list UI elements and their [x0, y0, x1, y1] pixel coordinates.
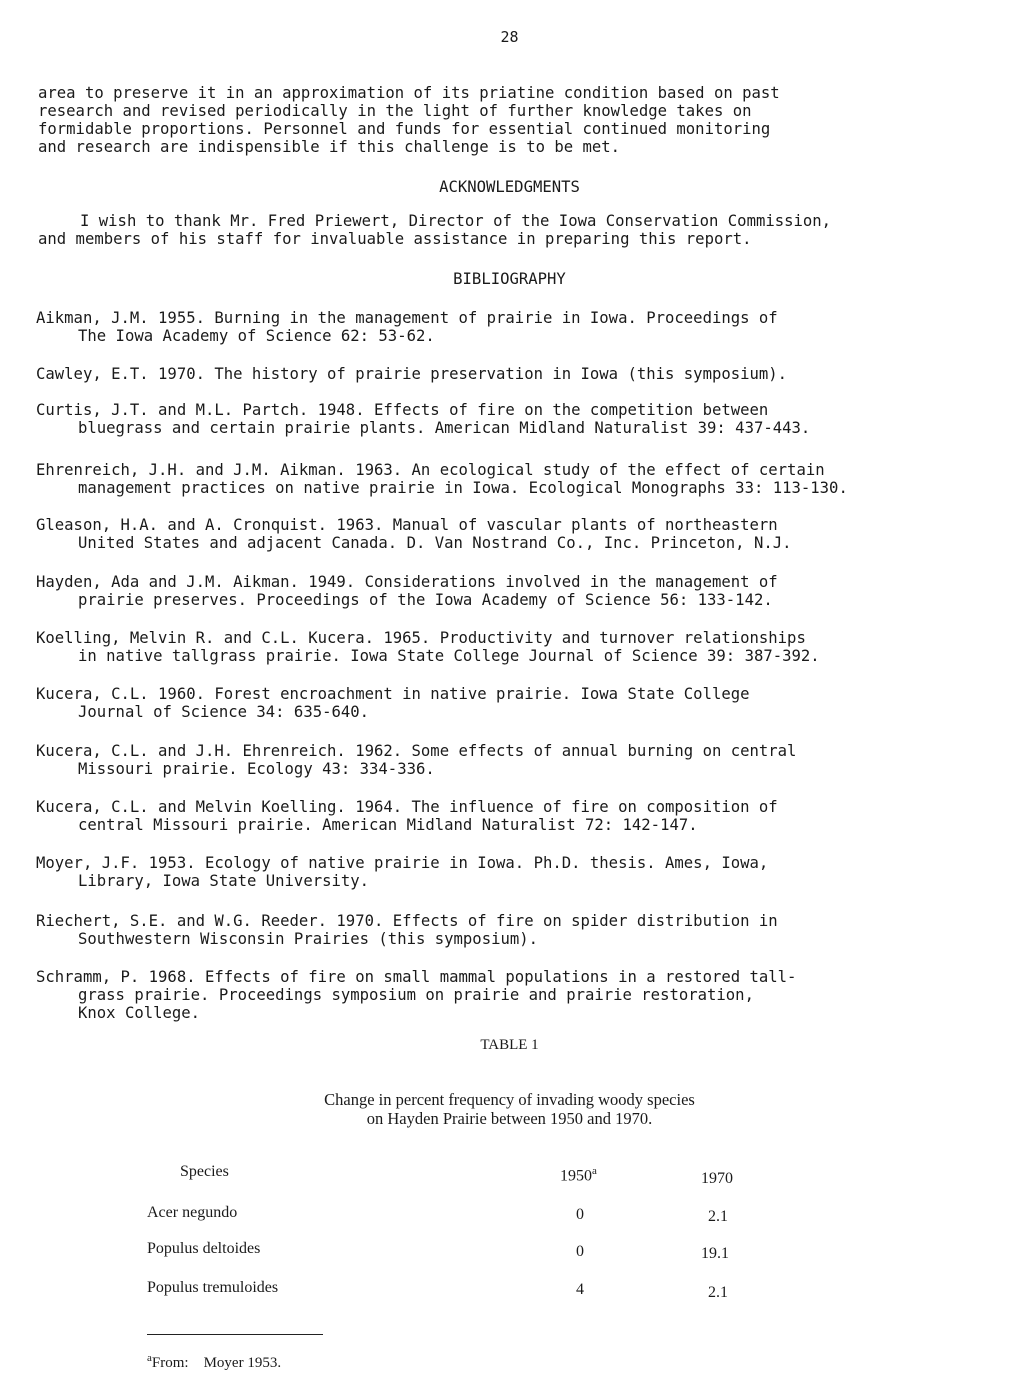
table-cell-1970: 19.1 — [701, 1245, 729, 1262]
entry-line: Missouri prairie. Ecology 43: 334-336. — [78, 760, 435, 778]
text-line: I wish to thank Mr. Fred Priewert, Director of the Iowa Conservation Commission, — [80, 212, 832, 230]
caption-line: Change in percent frequency of invading woody species — [324, 1090, 695, 1109]
text-line: area to preserve it in an approximation of its priatine condition based on past — [38, 84, 780, 102]
bibliography-entry — [36, 516, 996, 552]
entry-line: Koelling, Melvin R. and C.L. Kucera. 1965. Productivity and turnover relationships — [36, 629, 806, 647]
bibliography-heading: BIBLIOGRAPHY — [453, 270, 566, 288]
entry-line: prairie preserves. Proceedings of the Iowa Academy of Science 56: 133-142. — [78, 591, 773, 609]
entry-line: central Missouri prairie. American Midland Naturalist 72: 142-147. — [78, 816, 698, 834]
entry-line: Kucera, C.L. 1960. Forest encroachment in native prairie. Iowa State College — [36, 685, 750, 703]
entry-line: Journal of Science 34: 635-640. — [78, 703, 370, 721]
page-number: 28 — [500, 28, 519, 46]
table-caption — [0, 1090, 1019, 1128]
entry-line: Ehrenreich, J.H. and J.M. Aikman. 1963. An ecological study of the effect of certain — [36, 461, 825, 479]
entry-line: grass prairie. Proceedings symposium on prairie and prairie restoration, — [78, 986, 754, 1004]
bibliography-entry — [36, 742, 996, 778]
text-line: formidable proportions. Personnel and funds for essential continued monitoring — [38, 120, 771, 138]
table-cell-1970: 2.1 — [708, 1284, 728, 1301]
entry-line: The Iowa Academy of Science 62: 53-62. — [78, 327, 435, 345]
entry-line: Aikman, J.M. 1955. Burning in the management of prairie in Iowa. Proceedings of — [36, 309, 778, 327]
column-header-1950 — [560, 1165, 597, 1185]
entry-line: Riechert, S.E. and W.G. Reeder. 1970. Effects of fire on spider distribution in — [36, 912, 778, 930]
entry-line: management practices on native prairie in Iowa. Ecological Monographs 33: 113-130. — [78, 479, 848, 497]
bibliography-entry — [36, 968, 996, 1022]
column-header-species: Species — [180, 1163, 229, 1180]
bibliography-entry — [36, 798, 996, 834]
footnote-mark: a — [147, 1352, 152, 1364]
intro-paragraph — [38, 84, 988, 156]
bibliography-entry — [36, 912, 996, 948]
bibliography-entry — [36, 685, 996, 721]
entry-line: Knox College. — [78, 1004, 201, 1022]
entry-line: Cawley, E.T. 1970. The history of prairie preservation in Iowa (this symposium). — [36, 365, 788, 383]
footnote-rule — [147, 1334, 323, 1335]
column-header-1970: 1970 — [701, 1170, 733, 1187]
table-cell-species: Populus tremuloides — [147, 1279, 279, 1296]
entry-line: in native tallgrass prairie. Iowa State College Journal of Science 39: 387-392. — [78, 647, 820, 665]
table-cell-1970: 2.1 — [708, 1208, 728, 1225]
entry-line: Kucera, C.L. and J.H. Ehrenreich. 1962. Some effects of annual burning on central — [36, 742, 797, 760]
entry-line: Schramm, P. 1968. Effects of fire on small mammal populations in a restored tall- — [36, 968, 797, 986]
entry-line: Library, Iowa State University. — [78, 872, 370, 890]
text-line: and members of his staff for invaluable assistance in preparing this report. — [38, 230, 752, 248]
entry-line: Gleason, H.A. and A. Cronquist. 1963. Manual of vascular plants of northeastern — [36, 516, 778, 534]
entry-line: United States and adjacent Canada. D. Van Nostrand Co., Inc. Princeton, N.J. — [78, 534, 792, 552]
entry-line: Hayden, Ada and J.M. Aikman. 1949. Considerations involved in the management of — [36, 573, 778, 591]
entry-line: Kucera, C.L. and Melvin Koelling. 1964. The influence of fire on composition of — [36, 798, 778, 816]
text-line: and research are indispensible if this challenge is to be met. — [38, 138, 621, 156]
caption-line: on Hayden Prairie between 1950 and 1970. — [366, 1109, 653, 1128]
bibliography-entry — [36, 573, 996, 609]
table-footnote — [147, 1352, 281, 1372]
table-cell-species: Populus deltoides — [147, 1240, 261, 1257]
acknowledgments-paragraph — [38, 212, 988, 248]
acknowledgments-heading: ACKNOWLEDGMENTS — [439, 178, 580, 196]
header-1950-text: 1950 — [560, 1167, 592, 1185]
footnote-mark: a — [592, 1165, 597, 1177]
entry-line: bluegrass and certain prairie plants. American Midland Naturalist 39: 437-443. — [78, 419, 811, 437]
bibliography-entry — [36, 365, 996, 383]
table-cell-1950: 0 — [576, 1206, 584, 1223]
footnote-label: From: — [151, 1355, 189, 1371]
bibliography-entry — [36, 309, 996, 345]
bibliography-entry — [36, 629, 996, 665]
text-line: research and revised periodically in the light of further knowledge takes on — [38, 102, 752, 120]
entry-line: Southwestern Wisconsin Prairies (this symposium). — [78, 930, 539, 948]
entry-line: Moyer, J.F. 1953. Ecology of native prairie in Iowa. Ph.D. thesis. Ames, Iowa, — [36, 854, 769, 872]
bibliography-entry — [36, 854, 996, 890]
table-cell-species: Acer negundo — [147, 1204, 238, 1221]
entry-line: Curtis, J.T. and M.L. Partch. 1948. Effects of fire on the competition between — [36, 401, 769, 419]
bibliography-entry — [36, 461, 996, 497]
bibliography-entry — [36, 401, 996, 437]
footnote-source: Moyer 1953. — [203, 1355, 282, 1371]
table-cell-1950: 4 — [576, 1281, 584, 1298]
table-title: TABLE 1 — [480, 1037, 539, 1053]
table-cell-1950: 0 — [576, 1243, 584, 1260]
